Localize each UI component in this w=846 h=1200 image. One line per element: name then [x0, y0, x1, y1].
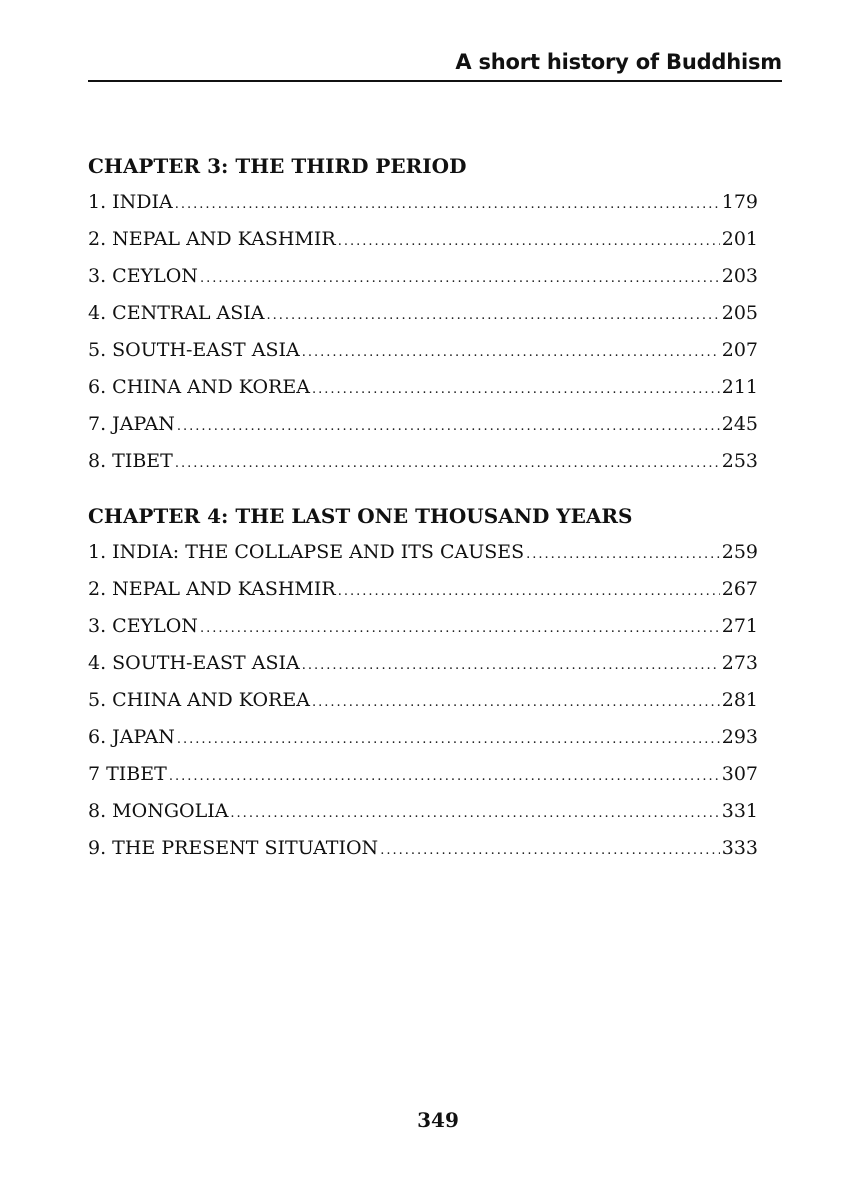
toc-entry-page: 273 [721, 652, 758, 674]
toc-entry-title: 5. CHINA AND KOREA [88, 689, 310, 711]
dot-leader [338, 223, 720, 260]
toc-entry-title: 4. SOUTH-EAST ASIA [88, 652, 300, 674]
toc-entry[interactable] [88, 295, 758, 332]
toc-entry[interactable] [88, 369, 758, 406]
dot-leader [175, 186, 720, 223]
toc-entry-title: 6. CHINA AND KOREA [88, 376, 310, 398]
toc-entry-page: 205 [721, 302, 758, 324]
dot-leader [177, 721, 720, 758]
dot-leader [267, 297, 720, 334]
toc-entry-title: 3. CEYLON [88, 615, 198, 637]
toc-entry-title: 9. THE PRESENT SITUATION [88, 837, 379, 859]
toc-entry-page: 293 [721, 726, 758, 748]
toc-entry[interactable] [88, 332, 758, 369]
toc-entry-title: 1. INDIA [88, 191, 173, 213]
toc-entry-title: 4. CENTRAL ASIA [88, 302, 265, 324]
toc-entry-title: 3. CEYLON [88, 265, 198, 287]
dot-leader [526, 536, 720, 573]
toc-entry-page: 267 [721, 578, 758, 600]
toc-entry[interactable] [88, 443, 758, 480]
chapter-heading: CHAPTER 3: THE THIRD PERIOD [88, 154, 467, 178]
toc-entry-page: 271 [721, 615, 758, 637]
dot-leader [312, 371, 720, 408]
toc-entry-title: 2. NEPAL AND KASHMIR [88, 578, 336, 600]
toc-entry-title: 2. NEPAL AND KASHMIR [88, 228, 336, 250]
toc-entry[interactable] [88, 682, 758, 719]
toc-entry[interactable] [88, 184, 758, 221]
toc-entry-page: 259 [721, 541, 758, 563]
dot-leader [338, 573, 720, 610]
header-rule [88, 80, 782, 82]
dot-leader [312, 684, 720, 721]
toc-entry-page: 253 [721, 450, 758, 472]
toc-entry-page: 307 [721, 763, 758, 785]
toc-entry[interactable] [88, 608, 758, 645]
toc-entry-page: 207 [721, 339, 758, 361]
toc-entry-title: 7. JAPAN [88, 413, 175, 435]
toc-entry[interactable] [88, 406, 758, 443]
chapter-heading: CHAPTER 4: THE LAST ONE THOUSAND YEARS [88, 504, 633, 528]
page-number: 349 [417, 1108, 459, 1132]
toc-entry[interactable] [88, 645, 758, 682]
dot-leader [230, 795, 719, 832]
dot-leader [169, 758, 720, 795]
toc-entry[interactable] [88, 793, 758, 830]
toc-entry[interactable] [88, 534, 758, 571]
toc-entry-page: 331 [721, 800, 758, 822]
toc-entry[interactable] [88, 756, 758, 793]
toc-entry[interactable] [88, 719, 758, 756]
dot-leader [200, 260, 720, 297]
dot-leader [177, 408, 720, 445]
toc-entry[interactable] [88, 571, 758, 608]
toc-entry-page: 333 [721, 837, 758, 859]
running-head: A short history of Buddhism [455, 50, 782, 74]
toc-entry-title: 7 TIBET [88, 763, 167, 785]
toc-entry-page: 203 [721, 265, 758, 287]
toc-entry[interactable] [88, 830, 758, 867]
table-of-contents [88, 148, 758, 867]
toc-entry-title: 8. TIBET [88, 450, 173, 472]
toc-entry-page: 179 [721, 191, 758, 213]
toc-entry-title: 8. MONGOLIA [88, 800, 229, 822]
toc-entry[interactable] [88, 258, 758, 295]
dot-leader [302, 334, 720, 371]
dot-leader [380, 832, 720, 869]
toc-entry-title: 6. JAPAN [88, 726, 175, 748]
toc-entry-page: 245 [721, 413, 758, 435]
dot-leader [302, 647, 720, 684]
dot-leader [200, 610, 720, 647]
toc-entry-page: 281 [721, 689, 758, 711]
dot-leader [175, 445, 720, 482]
toc-entry-page: 211 [721, 376, 758, 398]
toc-entry-page: 201 [721, 228, 758, 250]
toc-entry[interactable] [88, 221, 758, 258]
toc-entry-title: 5. SOUTH-EAST ASIA [88, 339, 300, 361]
toc-entry-title: 1. INDIA: THE COLLAPSE AND ITS CAUSES [88, 541, 525, 563]
